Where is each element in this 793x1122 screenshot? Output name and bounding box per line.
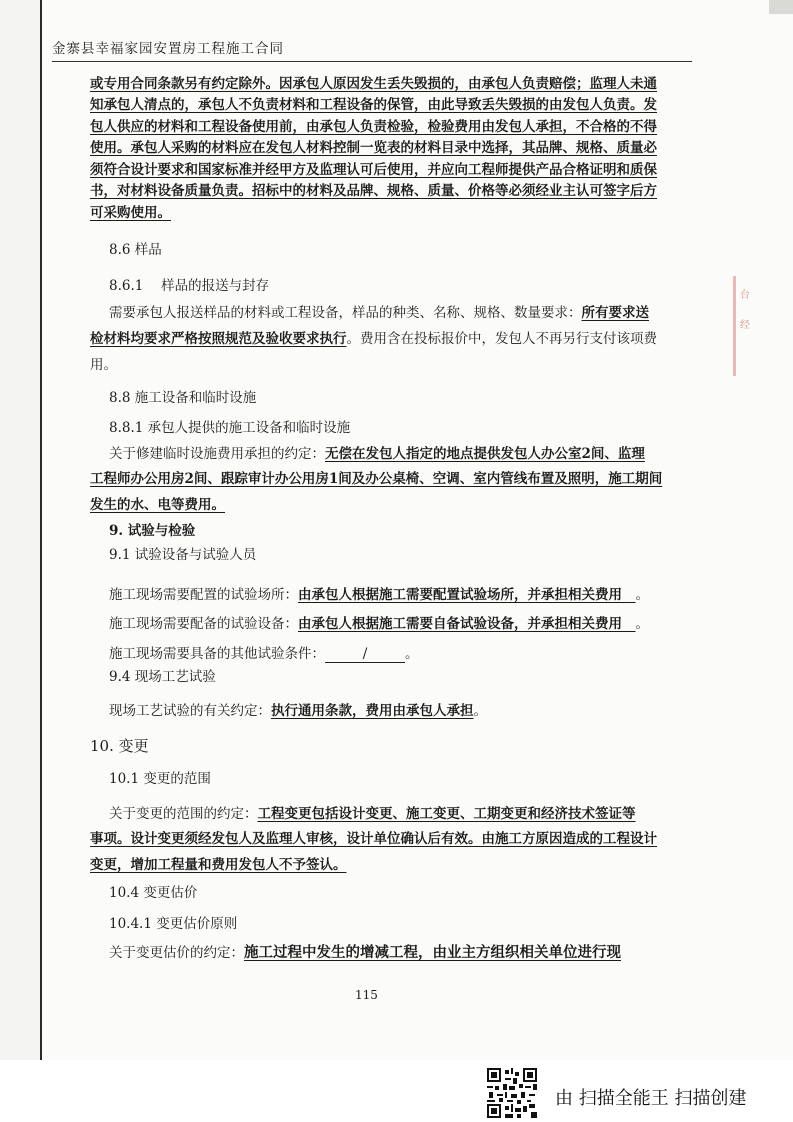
heading-9: 9. 试验与检验 bbox=[109, 523, 196, 539]
heading-10-1: 10.1 变更的范围 bbox=[109, 771, 211, 787]
scanner-credit: 由 扫描全能王 扫描创建 bbox=[555, 1088, 747, 1109]
scope-line-3: 变更，增加工程量和费用发包人不予签认。 bbox=[90, 857, 347, 873]
heading-8-8: 8.8 施工设备和临时设施 bbox=[109, 390, 257, 406]
blank-field: / bbox=[325, 647, 405, 663]
red-seal-edge: 台 经 bbox=[733, 276, 756, 376]
scope-line-1: 关于变更的范围的约定：工程变更包括设计变更、施工变更、工期变更和经济技术签证等 bbox=[109, 806, 636, 822]
scope-line-2: 事项。设计变更须经发包人及监理人审核，设计单位确认后有效。由施工方原因造成的工程设计 bbox=[90, 831, 657, 847]
heading-9-4: 9.4 现场工艺试验 bbox=[109, 669, 216, 685]
heading-8-8-1: 8.8.1 承包人提供的施工设备和临时设施 bbox=[109, 420, 351, 436]
heading-8-6-1: 8.6.1 样品的报送与封存 bbox=[109, 278, 270, 294]
page-number: 115 bbox=[355, 988, 378, 1002]
page-header: 金寨县幸福家园安置房工程施工合同 bbox=[52, 37, 692, 62]
heading-9-1: 9.1 试验设备与试验人员 bbox=[109, 547, 257, 563]
test-site-line: 施工现场需要配置的试验场所：由承包人根据施工需要配置试验场所，并承担相关费用 。 bbox=[109, 587, 649, 603]
samples-line-2: 检材料均要求严格按照规范及验收要求执行。费用含在投标报价中，发包人不再另行支付该项费 bbox=[90, 331, 657, 347]
heading-10: 10. 变更 bbox=[90, 737, 149, 755]
heading-10-4-1: 10.4.1 变更估价原则 bbox=[109, 916, 238, 932]
heading-8-6: 8.6 样品 bbox=[109, 242, 162, 258]
facilities-line-2: 工程师办公用房2间、跟踪审计办公用房1间及办公桌椅、空调、室内管线布置及照明，施工期间 bbox=[90, 471, 663, 487]
facilities-line-3: 发生的水、电等费用。 bbox=[90, 497, 225, 513]
valuation-line-1: 关于变更估价的约定：施工过程中发生的增减工程，由业主方组织相关单位进行现 bbox=[109, 944, 621, 961]
test-equipment-line: 施工现场需要配备的试验设备：由承包人根据施工需要自备试验设备，并承担相关费用 。 bbox=[109, 616, 649, 632]
other-conditions-line: 施工现场需要具备的其他试验条件： / 。 bbox=[109, 646, 419, 662]
page-corner bbox=[769, 0, 793, 14]
process-test-line: 现场工艺试验的有关约定：执行通用条款，费用由承包人承担。 bbox=[109, 703, 487, 719]
facilities-line-1: 关于修建临时设施费用承担的约定：无偿在发包人指定的地点提供发包人办公室2间、监理 bbox=[109, 446, 645, 462]
heading-10-4: 10.4 变更估价 bbox=[109, 885, 198, 901]
qr-code-icon bbox=[487, 1068, 537, 1118]
samples-line-3: 用。 bbox=[90, 357, 117, 373]
samples-line-1: 需要承包人报送样品的材料或工程设备，样品的种类、名称、规格、数量要求：所有要求送 bbox=[109, 305, 649, 321]
